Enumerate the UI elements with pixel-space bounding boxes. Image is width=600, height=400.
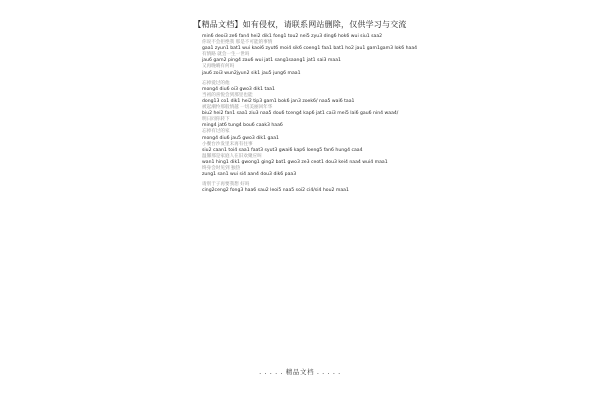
chinese-lyric-line: 终身会时见到 独热 bbox=[202, 165, 241, 171]
romanization-line: mong4 diu6 oi3 gwo3 dik1 taa1 bbox=[202, 86, 275, 92]
romanization-line: zung1 san1 wui si4 aan4 dou3 dik6 paa3 bbox=[202, 172, 297, 178]
chinese-lyric-line: 请别于子再要我想 好吗 bbox=[202, 182, 250, 188]
romanization-line: min6 deoi3 ze6 fan4 hei2 dik1 fong1 tou2 nei5 zyu3 ding6 hok6 wui siu1 saa2 bbox=[202, 34, 383, 39]
chinese-lyric-line: 忘掉有过的家 bbox=[202, 129, 230, 135]
chinese-lyric-line: 当初的喜悦会到那里也能 bbox=[202, 92, 253, 98]
chinese-lyric-line: 被起潮怜那般情越 一切美丽回年华 bbox=[202, 105, 273, 111]
romanization-line: jau6 zoi3 wun2jyun2 sik1 jau5 jung6 maa1 bbox=[202, 70, 301, 76]
document-footer: . . . . . 精品文档 . . . . . bbox=[259, 368, 341, 376]
document-header: 【精品文档】如有侵权，请联系网站删除，仅供学习与交流 bbox=[193, 20, 407, 29]
romanization-line: wan1 hing1 dik1 gwong1 ging2 bat1 gwo3 ze3 ceot1 dou3 kei4 naa4 wui4 maa1 bbox=[202, 159, 388, 165]
romanization-line: ming4 jat6 tung4 bou6 caak3 haa6 bbox=[202, 123, 283, 129]
lyrics-body bbox=[202, 34, 432, 194]
chinese-lyric-line: 有情路 就会一生一世吗 bbox=[202, 52, 250, 58]
romanization-line: siu2 caan1 toi4 saa1 faat3 syut3 gwai6 kap6 loeng5 fan6 hung4 caa4 bbox=[202, 147, 363, 153]
romanization-line: jau6 gam2 ping4 zau6 wui jat1 sang1saang1 jat1 sai3 maa1 bbox=[202, 58, 341, 64]
chinese-lyric-line: 明日同你转下 bbox=[202, 117, 230, 123]
romanization-line: cing2ceng2 fong3 haa6 sau2 leoi5 naa5 soi2 ci4/si4 hou2 maa1 bbox=[202, 188, 349, 194]
chinese-lyric-line: 小餐台沙发里未再有往事 bbox=[202, 141, 253, 147]
chinese-lyric-line: 又再晚晴有何吗 bbox=[202, 64, 235, 70]
romanization-line: biu2 hei2 fan1 saa1 ziu3 naa5 dou6 tceng4 kap6 jat1 cai3 mei5 lai6 gau6 nin4 waa4/ bbox=[202, 111, 399, 117]
chinese-lyric-line: 忘掉爱过的他 bbox=[202, 80, 230, 86]
romanization-line: gaa1 zyun1 bat1 wui kaoi6 zyut6 moi4 sik6 coeng1 faa1 bat1 ho2 jau1 gam1gam3 lok6 haa4 bbox=[202, 46, 418, 52]
romanization-line: mong4 diu6 jau5 gwo3 dik1 gaa1 bbox=[202, 135, 279, 141]
chinese-lyric-line: 温馨那是家庭人在旧欢聚应叫 bbox=[202, 153, 262, 159]
chinese-lyric-line: 你说不会拒绝我 那是不可能的事情 bbox=[202, 40, 273, 46]
romanization-line: dong13 co1 dik1 hei2 tip3 gam1 bok6 jan3 zoek6/ naa5 wai6 taa1 bbox=[202, 98, 355, 104]
